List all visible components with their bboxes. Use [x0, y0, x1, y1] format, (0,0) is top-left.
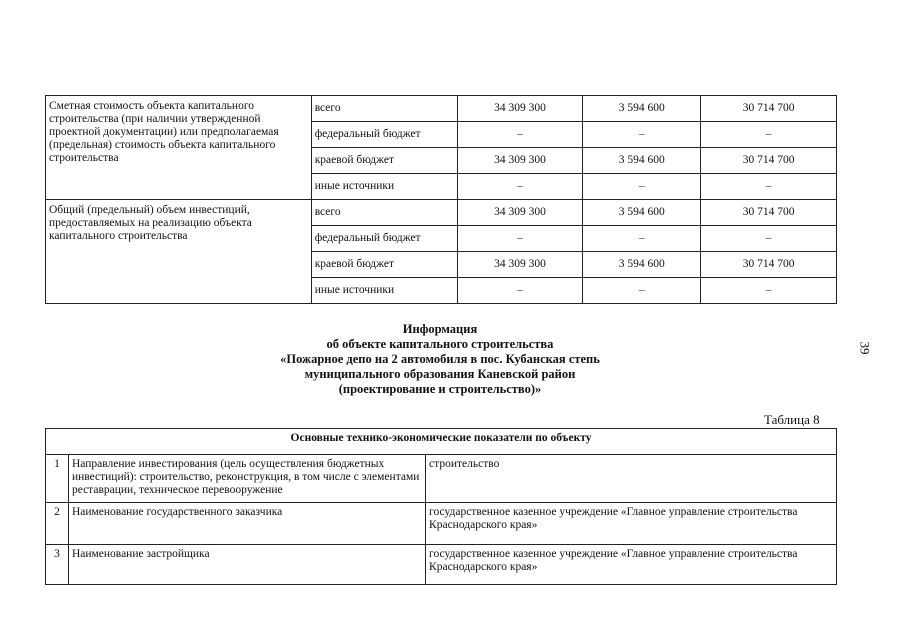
table-row [46, 455, 837, 503]
value-cell: – [583, 278, 701, 304]
indicator-value: государственное казенное учреждение «Главное управление строительства Краснодарского края» [426, 503, 837, 545]
value-cell: 3 594 600 [583, 148, 701, 174]
table-caption: Таблица 8 [764, 412, 820, 427]
value-cell: 30 714 700 [701, 148, 837, 174]
document-title [240, 322, 640, 397]
source-cell: федеральный бюджет [311, 122, 457, 148]
value-cell: – [701, 122, 837, 148]
source-cell: краевой бюджет [311, 252, 457, 278]
value-cell: 3 594 600 [583, 200, 701, 226]
value-cell: 34 309 300 [457, 148, 583, 174]
value-cell: – [583, 122, 701, 148]
table-header-row [46, 429, 837, 455]
value-cell: 3 594 600 [583, 96, 701, 122]
source-cell: федеральный бюджет [311, 226, 457, 252]
row-number: 2 [46, 503, 69, 545]
title-line: муниципального образования Каневской район [304, 367, 576, 381]
value-cell: – [583, 174, 701, 200]
indicator-name: Наименование застройщика [68, 545, 425, 585]
indicator-name: Направление инвестирования (цель осуществления бюджетных инвестиций): строительство, реконструкция, в том числе с элементами реставрации, техническое перевооружение [68, 455, 425, 503]
value-cell: – [457, 174, 583, 200]
budget-table [45, 95, 837, 304]
value-cell: – [583, 226, 701, 252]
indicator-value: государственное казенное учреждение «Главное управление строительства Краснодарского края» [426, 545, 837, 585]
value-cell: – [457, 226, 583, 252]
value-cell: 30 714 700 [701, 252, 837, 278]
table-header: Основные технико-экономические показатели по объекту [46, 429, 837, 455]
value-cell: 34 309 300 [457, 96, 583, 122]
value-cell: 34 309 300 [457, 252, 583, 278]
title-line: (проектирование и строительство)» [338, 382, 542, 396]
group-label: Сметная стоимость объекта капитального строительства (при наличии утвержденной проектной документации) или предполагаемая (предельная) стоимость объекта капитального строительства [46, 96, 312, 200]
value-cell: 30 714 700 [701, 200, 837, 226]
value-cell: 3 594 600 [583, 252, 701, 278]
value-cell: – [701, 278, 837, 304]
indicator-value: строительство [426, 455, 837, 503]
row-number: 3 [46, 545, 69, 585]
page-number: 39 [857, 341, 873, 355]
value-cell: – [701, 226, 837, 252]
indicator-name: Наименование государственного заказчика [68, 503, 425, 545]
source-cell: иные источники [311, 174, 457, 200]
title-line: Информация [402, 322, 478, 336]
table-row [46, 96, 837, 122]
table-row [46, 503, 837, 545]
value-cell: 30 714 700 [701, 96, 837, 122]
title-line: об объекте капитального строительства [326, 337, 554, 351]
table-row [46, 200, 837, 226]
source-cell: всего [311, 200, 457, 226]
value-cell: – [457, 278, 583, 304]
value-cell: – [457, 122, 583, 148]
source-cell: иные источники [311, 278, 457, 304]
value-cell: 34 309 300 [457, 200, 583, 226]
source-cell: краевой бюджет [311, 148, 457, 174]
indicators-table [45, 428, 837, 585]
title-line: «Пожарное депо на 2 автомобиля в пос. Кубанская степь [280, 352, 600, 366]
group-label: Общий (предельный) объем инвестиций, предоставляемых на реализацию объекта капитального строительства [46, 200, 312, 304]
value-cell: – [701, 174, 837, 200]
row-number: 1 [46, 455, 69, 503]
table-row [46, 545, 837, 585]
source-cell: всего [311, 96, 457, 122]
